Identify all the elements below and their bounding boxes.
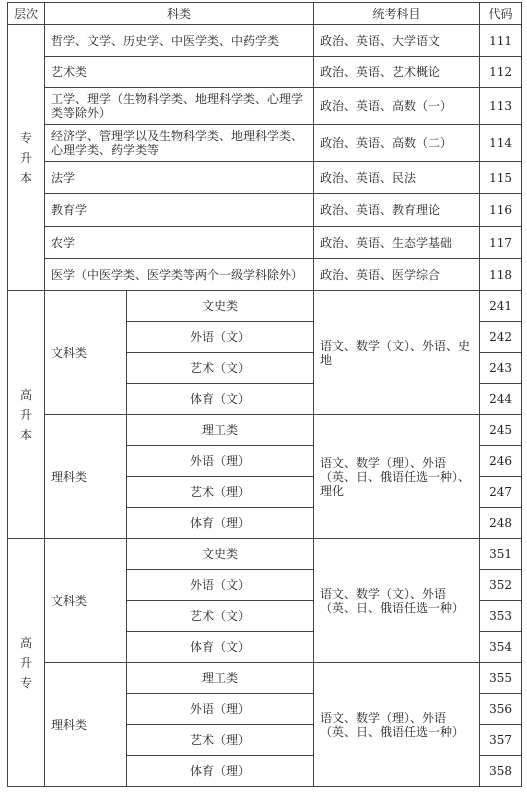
code-cell: 112 xyxy=(480,57,522,88)
code-cell: 116 xyxy=(480,194,522,227)
sub-category-cell: 外语（理） xyxy=(127,694,314,725)
level-cell xyxy=(8,539,45,787)
exam-cell: 政治、英语、教育理论 xyxy=(314,194,480,227)
header-row xyxy=(8,3,522,25)
exam-cell: 政治、英语、高数（二） xyxy=(314,125,480,162)
exam-cell: 政治、英语、大学语文 xyxy=(314,25,480,57)
sub-category-cell: 体育（文） xyxy=(127,384,314,415)
category-cell: 理科类 xyxy=(45,663,127,787)
code-cell: 247 xyxy=(480,477,522,508)
code-cell: 351 xyxy=(480,539,522,570)
table-row xyxy=(8,57,522,88)
level-cell xyxy=(8,25,45,291)
header-code: 代码 xyxy=(480,3,522,25)
exam-cell: 语文、数学（理）、外语（英、日、俄语任选一种） xyxy=(314,663,480,787)
level-cell xyxy=(8,291,45,539)
table-row xyxy=(8,539,522,570)
code-cell: 356 xyxy=(480,694,522,725)
exam-cell: 语文、数学（文）、外语（英、日、俄语任选一种） xyxy=(314,539,480,663)
table-row xyxy=(8,88,522,125)
code-cell: 353 xyxy=(480,601,522,632)
table-row xyxy=(8,25,522,57)
sub-category-cell: 文史类 xyxy=(127,291,314,322)
exam-cell: 政治、英语、生态学基础 xyxy=(314,227,480,259)
table-row xyxy=(8,291,522,322)
code-cell: 246 xyxy=(480,446,522,477)
sub-category-cell: 外语（文） xyxy=(127,570,314,601)
table-row xyxy=(8,227,522,259)
sub-category-cell: 艺术（文） xyxy=(127,353,314,384)
subject-cell: 法学 xyxy=(45,162,314,194)
sub-category-cell: 艺术（理） xyxy=(127,725,314,756)
code-cell: 248 xyxy=(480,508,522,539)
sub-category-cell: 外语（理） xyxy=(127,446,314,477)
sub-category-cell: 体育（理） xyxy=(127,508,314,539)
code-cell: 355 xyxy=(480,663,522,694)
sub-category-cell: 文史类 xyxy=(127,539,314,570)
code-cell: 115 xyxy=(480,162,522,194)
level-label: 高升本 xyxy=(20,387,33,442)
header-level: 层次 xyxy=(8,3,45,25)
code-cell: 245 xyxy=(480,415,522,446)
code-cell: 243 xyxy=(480,353,522,384)
table-row xyxy=(8,259,522,291)
table-row xyxy=(8,415,522,446)
exam-subject-table xyxy=(7,2,522,787)
code-cell: 113 xyxy=(480,88,522,125)
code-cell: 357 xyxy=(480,725,522,756)
subject-cell: 艺术类 xyxy=(45,57,314,88)
code-cell: 118 xyxy=(480,259,522,291)
sub-category-cell: 艺术（理） xyxy=(127,477,314,508)
category-cell: 理科类 xyxy=(45,415,127,539)
code-cell: 354 xyxy=(480,632,522,663)
table-row xyxy=(8,663,522,694)
code-cell: 111 xyxy=(480,25,522,57)
code-cell: 241 xyxy=(480,291,522,322)
category-cell: 文科类 xyxy=(45,539,127,663)
code-cell: 244 xyxy=(480,384,522,415)
code-cell: 114 xyxy=(480,125,522,162)
sub-category-cell: 体育（理） xyxy=(127,756,314,787)
level-label: 高升专 xyxy=(20,635,33,690)
exam-cell: 政治、英语、民法 xyxy=(314,162,480,194)
header-subject: 科类 xyxy=(45,3,314,25)
exam-cell: 政治、英语、医学综合 xyxy=(314,259,480,291)
code-cell: 358 xyxy=(480,756,522,787)
exam-cell: 政治、英语、高数（一） xyxy=(314,88,480,125)
exam-cell: 语文、数学（文）、外语、史地 xyxy=(314,291,480,415)
level-label: 专升本 xyxy=(20,130,33,185)
sub-category-cell: 理工类 xyxy=(127,663,314,694)
table-row xyxy=(8,125,522,162)
code-cell: 242 xyxy=(480,322,522,353)
table-row xyxy=(8,194,522,227)
exam-cell: 语文、数学（理）、外语（英、日、俄语任选一种）、理化 xyxy=(314,415,480,539)
header-exam: 统考科目 xyxy=(314,3,480,25)
sub-category-cell: 外语（文） xyxy=(127,322,314,353)
sub-category-cell: 艺术（文） xyxy=(127,601,314,632)
subject-cell: 经济学、管理学以及生物科学类、地理科学类、心理学类、药学类等 xyxy=(45,125,314,162)
category-cell: 文科类 xyxy=(45,291,127,415)
subject-cell: 哲学、文学、历史学、中医学类、中药学类 xyxy=(45,25,314,57)
table-row xyxy=(8,162,522,194)
code-cell: 352 xyxy=(480,570,522,601)
subject-cell: 医学（中医学类、医学类等两个一级学科除外） xyxy=(45,259,314,291)
exam-cell: 政治、英语、艺术概论 xyxy=(314,57,480,88)
sub-category-cell: 理工类 xyxy=(127,415,314,446)
subject-cell: 农学 xyxy=(45,227,314,259)
code-cell: 117 xyxy=(480,227,522,259)
subject-cell: 工学、理学（生物科学类、地理科学类、心理学类等除外） xyxy=(45,88,314,125)
sub-category-cell: 体育（文） xyxy=(127,632,314,663)
subject-cell: 教育学 xyxy=(45,194,314,227)
